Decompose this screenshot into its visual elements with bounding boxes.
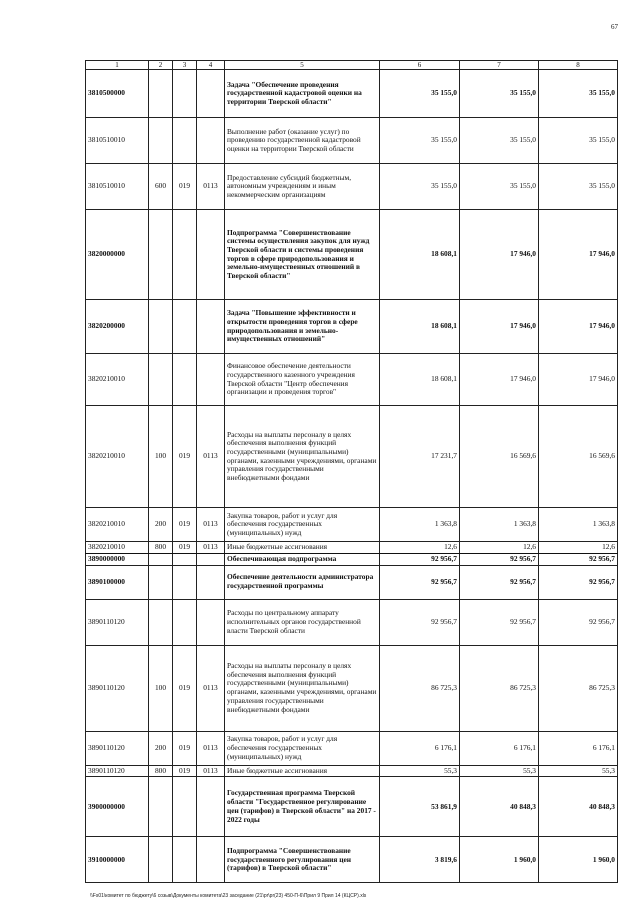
table-row <box>86 777 618 837</box>
row-value-col7: 40 848,3 <box>460 777 539 837</box>
row-expense-type <box>149 599 173 645</box>
row-expense-type: 200 <box>149 508 173 542</box>
row-name: Обеспечивающая подпрограмма <box>225 553 380 565</box>
row-section <box>197 300 225 354</box>
row-value-col6: 92 956,7 <box>380 599 460 645</box>
row-department: 019 <box>173 765 197 777</box>
row-value-col7: 55,3 <box>460 765 539 777</box>
row-code: 3810500000 <box>86 70 149 118</box>
row-name: Задача "Обеспечение проведения государственной кадастровой оценки на территории Тверской области" <box>225 70 380 118</box>
budget-table <box>85 60 618 883</box>
row-name: Подпрограмма "Совершенствование государственного регулирования цен (тарифов) в Тверской области" <box>225 837 380 883</box>
row-value-col6: 35 155,0 <box>380 164 460 210</box>
row-code: 3820210010 <box>86 406 149 508</box>
row-expense-type: 200 <box>149 731 173 765</box>
row-value-col8: 17 946,0 <box>539 354 618 406</box>
row-value-col6: 86 725,3 <box>380 645 460 731</box>
row-value-col7: 17 946,0 <box>460 300 539 354</box>
row-section <box>197 553 225 565</box>
table-row <box>86 354 618 406</box>
row-code: 3890100000 <box>86 565 149 599</box>
row-value-col8: 55,3 <box>539 765 618 777</box>
row-value-col6: 6 176,1 <box>380 731 460 765</box>
row-department <box>173 118 197 164</box>
row-value-col8: 92 956,7 <box>539 565 618 599</box>
row-department <box>173 553 197 565</box>
col-header: 2 <box>149 61 173 70</box>
row-expense-type <box>149 300 173 354</box>
row-value-col8: 35 155,0 <box>539 118 618 164</box>
row-code: 3890110120 <box>86 765 149 777</box>
row-section: 0113 <box>197 164 225 210</box>
row-section: 0113 <box>197 731 225 765</box>
row-name: Выполнение работ (оказание услуг) по проведению государственной кадастровой оценки на территории Тверской области <box>225 118 380 164</box>
file-path-footer: \\Fs01\комитет по бюджету\6 созыв\Документы комитета\23 заседание (21\pr\pr(23) 450-П-6\Прил 9 Прил 14 (КЦСР).xls <box>90 893 367 899</box>
row-section: 0113 <box>197 765 225 777</box>
row-section <box>197 354 225 406</box>
table-row <box>86 300 618 354</box>
row-department: 019 <box>173 406 197 508</box>
row-code: 3820210010 <box>86 542 149 554</box>
row-name: Подпрограмма "Совершенствование системы осуществления закупок для нужд Тверской области и системы проведения торгов в сфере природопользования и земельно-имущественных отношений в Тверской области" <box>225 210 380 300</box>
header-row <box>86 61 618 70</box>
row-name: Финансовое обеспечение деятельности государственного казенного учреждения Тверской области "Центр обеспечения организации и проведения торгов" <box>225 354 380 406</box>
row-name: Иные бюджетные ассигнования <box>225 765 380 777</box>
row-department: 019 <box>173 645 197 731</box>
table-row <box>86 553 618 565</box>
row-value-col7: 92 956,7 <box>460 565 539 599</box>
col-header: 4 <box>197 61 225 70</box>
row-department: 019 <box>173 731 197 765</box>
row-code: 3890110120 <box>86 599 149 645</box>
row-value-col7: 6 176,1 <box>460 731 539 765</box>
row-department <box>173 210 197 300</box>
table-row <box>86 599 618 645</box>
row-department <box>173 300 197 354</box>
row-value-col7: 35 155,0 <box>460 164 539 210</box>
row-department <box>173 70 197 118</box>
row-value-col7: 16 569,6 <box>460 406 539 508</box>
col-header: 6 <box>380 61 460 70</box>
row-name: Закупка товаров, работ и услуг для обеспечения государственных (муниципальных) нужд <box>225 731 380 765</box>
row-section <box>197 777 225 837</box>
row-section <box>197 599 225 645</box>
row-section <box>197 70 225 118</box>
row-code: 3810510010 <box>86 164 149 210</box>
row-code: 3820210010 <box>86 354 149 406</box>
row-expense-type <box>149 354 173 406</box>
table-row <box>86 508 618 542</box>
row-section: 0113 <box>197 645 225 731</box>
row-code: 3810510010 <box>86 118 149 164</box>
row-value-col7: 17 946,0 <box>460 354 539 406</box>
row-expense-type <box>149 777 173 837</box>
table-body <box>86 70 618 883</box>
row-value-col8: 12,6 <box>539 542 618 554</box>
table-row <box>86 70 618 118</box>
table-row <box>86 406 618 508</box>
row-value-col6: 18 608,1 <box>380 210 460 300</box>
row-value-col7: 1 363,8 <box>460 508 539 542</box>
row-name: Обеспечение деятельности администратора государственной программы <box>225 565 380 599</box>
table-row <box>86 542 618 554</box>
row-value-col8: 92 956,7 <box>539 599 618 645</box>
row-code: 3890000000 <box>86 553 149 565</box>
row-value-col8: 35 155,0 <box>539 164 618 210</box>
row-department: 019 <box>173 508 197 542</box>
row-value-col6: 53 861,9 <box>380 777 460 837</box>
col-header: 7 <box>460 61 539 70</box>
row-section: 0113 <box>197 406 225 508</box>
row-expense-type: 100 <box>149 645 173 731</box>
row-value-col7: 92 956,7 <box>460 599 539 645</box>
table-row <box>86 565 618 599</box>
row-department <box>173 354 197 406</box>
row-name: Закупка товаров, работ и услуг для обеспечения государственных (муниципальных) нужд <box>225 508 380 542</box>
row-expense-type <box>149 70 173 118</box>
row-expense-type <box>149 210 173 300</box>
row-section: 0113 <box>197 508 225 542</box>
row-code: 3820200000 <box>86 300 149 354</box>
row-name: Расходы на выплаты персоналу в целях обеспечения выполнения функций государственными (муниципальными) органами, казенными учреждениями, органами управления государственными внебюджетными фондами <box>225 645 380 731</box>
row-name: Предоставление субсидий бюджетным, автономным учреждениям и иным некоммерческим организациям <box>225 164 380 210</box>
row-value-col7: 92 956,7 <box>460 553 539 565</box>
row-section <box>197 837 225 883</box>
row-value-col6: 3 819,6 <box>380 837 460 883</box>
row-department: 019 <box>173 164 197 210</box>
row-name: Задача "Повышение эффективности и открытости проведения торгов в сфере природопользования и земельно-имущественных отношений" <box>225 300 380 354</box>
row-value-col6: 92 956,7 <box>380 553 460 565</box>
row-name: Иные бюджетные ассигнования <box>225 542 380 554</box>
row-code: 3890110120 <box>86 731 149 765</box>
row-section: 0113 <box>197 542 225 554</box>
table-row <box>86 210 618 300</box>
row-value-col8: 6 176,1 <box>539 731 618 765</box>
row-code: 3820210010 <box>86 508 149 542</box>
table-row <box>86 645 618 731</box>
row-section <box>197 565 225 599</box>
row-expense-type: 100 <box>149 406 173 508</box>
row-value-col6: 18 608,1 <box>380 354 460 406</box>
col-header: 5 <box>225 61 380 70</box>
row-expense-type <box>149 118 173 164</box>
row-value-col6: 17 231,7 <box>380 406 460 508</box>
col-header: 8 <box>539 61 618 70</box>
row-expense-type <box>149 565 173 599</box>
row-name: Расходы по центральному аппарату исполнительных органов государственной власти Тверской области <box>225 599 380 645</box>
row-name: Расходы на выплаты персоналу в целях обеспечения выполнения функций государственными (муниципальными) органами, казенными учреждениями, органами управления государственными внебюджетными фондами <box>225 406 380 508</box>
row-code: 3890110120 <box>86 645 149 731</box>
row-value-col8: 16 569,6 <box>539 406 618 508</box>
row-value-col6: 12,6 <box>380 542 460 554</box>
row-value-col6: 92 956,7 <box>380 565 460 599</box>
row-expense-type <box>149 837 173 883</box>
row-name: Государственная программа Тверской области "Государственное регулирование цен (тарифов) в Тверской области" на 2017 - 2022 годы <box>225 777 380 837</box>
row-value-col8: 40 848,3 <box>539 777 618 837</box>
row-value-col6: 18 608,1 <box>380 300 460 354</box>
row-value-col7: 12,6 <box>460 542 539 554</box>
row-value-col8: 17 946,0 <box>539 210 618 300</box>
row-value-col8: 1 960,0 <box>539 837 618 883</box>
row-value-col6: 1 363,8 <box>380 508 460 542</box>
row-code: 3820000000 <box>86 210 149 300</box>
row-expense-type <box>149 553 173 565</box>
row-value-col7: 1 960,0 <box>460 837 539 883</box>
row-value-col7: 35 155,0 <box>460 118 539 164</box>
row-code: 3910000000 <box>86 837 149 883</box>
row-department <box>173 599 197 645</box>
row-value-col8: 17 946,0 <box>539 300 618 354</box>
table-row <box>86 765 618 777</box>
row-value-col8: 86 725,3 <box>539 645 618 731</box>
row-department <box>173 565 197 599</box>
row-value-col8: 1 363,8 <box>539 508 618 542</box>
col-header: 3 <box>173 61 197 70</box>
row-section <box>197 210 225 300</box>
row-value-col6: 35 155,0 <box>380 118 460 164</box>
row-value-col6: 55,3 <box>380 765 460 777</box>
row-value-col8: 35 155,0 <box>539 70 618 118</box>
row-value-col8: 92 956,7 <box>539 553 618 565</box>
page-number: 67 <box>611 23 618 31</box>
row-expense-type: 600 <box>149 164 173 210</box>
row-department <box>173 777 197 837</box>
row-value-col7: 35 155,0 <box>460 70 539 118</box>
row-section <box>197 118 225 164</box>
row-value-col7: 86 725,3 <box>460 645 539 731</box>
table-row <box>86 837 618 883</box>
table-row <box>86 731 618 765</box>
row-expense-type: 800 <box>149 765 173 777</box>
table-row <box>86 118 618 164</box>
row-value-col7: 17 946,0 <box>460 210 539 300</box>
row-expense-type: 800 <box>149 542 173 554</box>
row-department: 019 <box>173 542 197 554</box>
table-row <box>86 164 618 210</box>
row-value-col6: 35 155,0 <box>380 70 460 118</box>
row-code: 3900000000 <box>86 777 149 837</box>
col-header: 1 <box>86 61 149 70</box>
row-department <box>173 837 197 883</box>
